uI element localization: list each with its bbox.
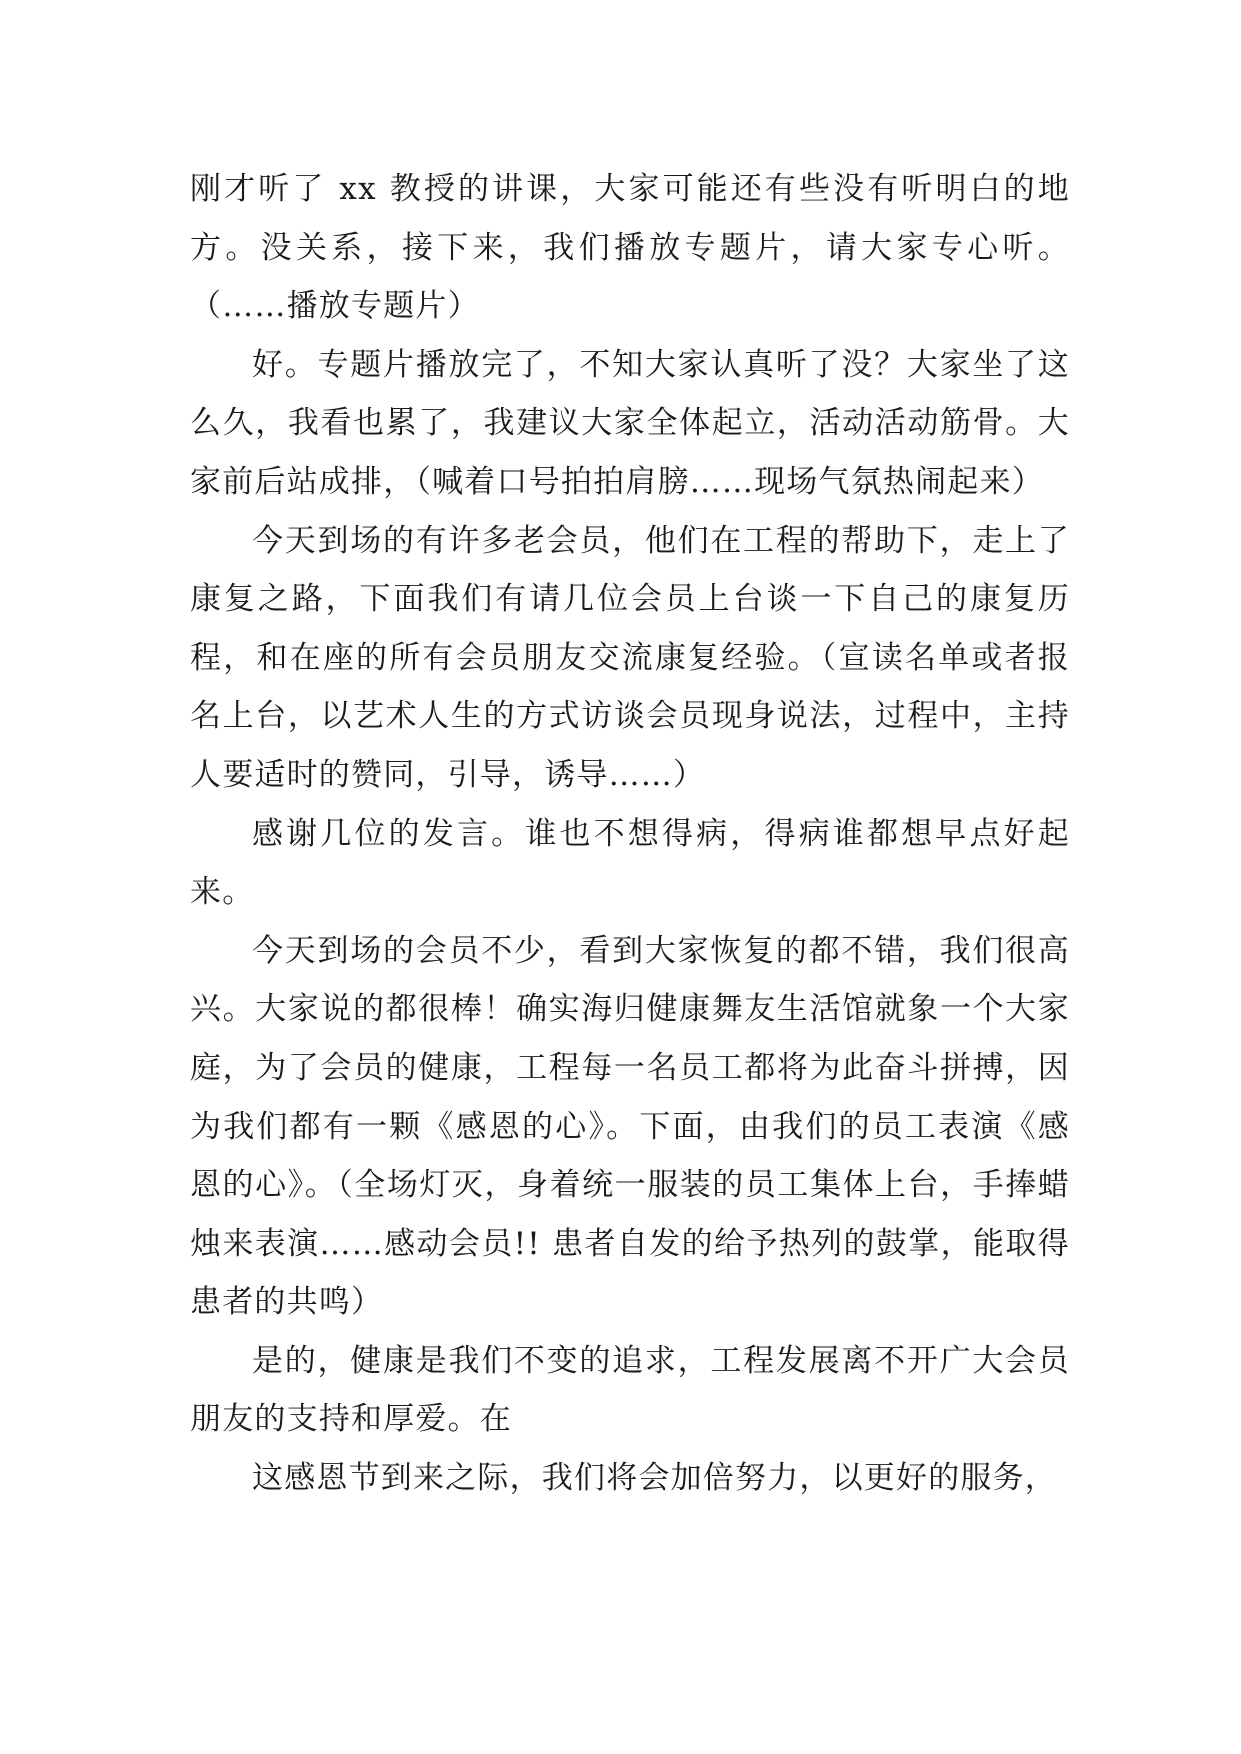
paragraph: 是的，健康是我们不变的追求，工程发展离不开广大会员朋友的支持和厚爱。在 [190,1342,1070,1438]
paragraph: 这感恩节到来之际，我们将会加倍努力，以更好的服务， [252,1460,1057,1497]
document-body [190,160,1070,1508]
paragraph: 好。专题片播放完了，不知大家认真听了没？大家坐了这么久，我看也累了，我建议大家全体起立，活动活动筋骨。大家前后站成排，（喊着口号拍拍肩膀……现场气氛热闹起来） [190,346,1070,500]
paragraph: 今天到场的会员不少，看到大家恢复的都不错，我们很高兴。大家说的都很棒！确实海归健康舞友生活馆就象一个大家庭，为了会员的健康，工程每一名员工都将为此奋斗拼搏，因为我们都有一颗《感恩的心》。下面，由我们的员工表演《感恩的心》。（全场灯灭，身着统一服装的员工集体上台，手捧蜡烛来表演……感动会员!! 患者自发的给予热列的鼓掌，能取得患者的共鸣） [190,932,1070,1321]
paragraph: 刚才听了 xx 教授的讲课，大家可能还有些没有听明白的地方。没关系，接下来，我们播放专题片，请大家专心听。（……播放专题片） [190,171,1070,325]
paragraph: 感谢几位的发言。谁也不想得病，得病谁都想早点好起来。 [190,815,1070,911]
paragraph: 今天到场的有许多老会员，他们在工程的帮助下，走上了康复之路，下面我们有请几位会员上台谈一下自己的康复历程，和在座的所有会员朋友交流康复经验。（宣读名单或者报名上台，以艺术人生的方式访谈会员现身说法，过程中，主持人要适时的赞同，引导，诱导……） [190,522,1070,793]
